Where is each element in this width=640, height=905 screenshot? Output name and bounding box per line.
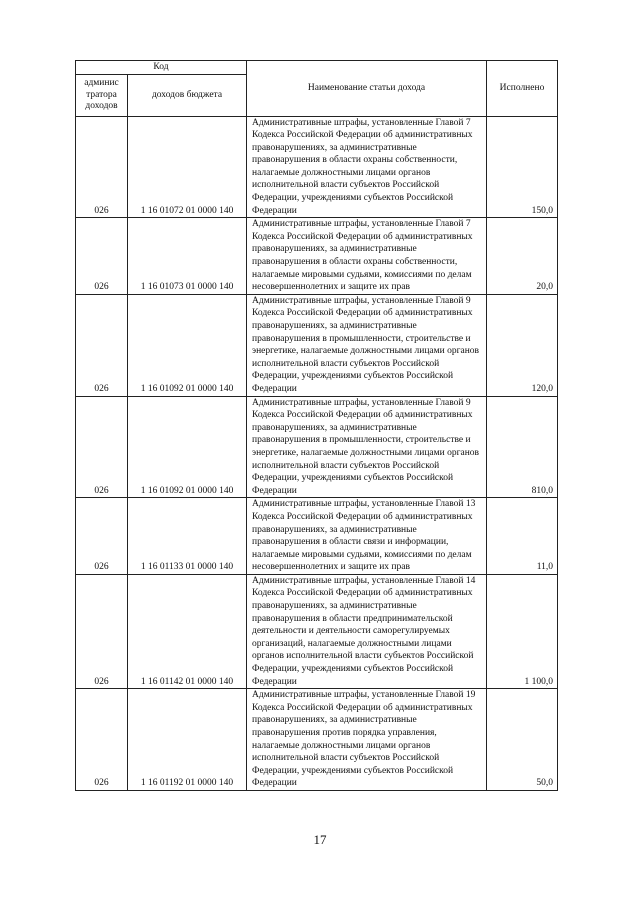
table-header [76, 61, 558, 117]
revenue-name-cell: Административные штрафы, установленные Главой 9 Кодекса Российской Федерации об административных правонарушениях, за административные правонарушения в промышленности, строительстве и энергетике, налагаемые должностными лицами органов исполнительной власти субъектов Российской Федерации, учреждениями субъектов Российской Федерации [247, 396, 487, 498]
admin-code-cell: 026 [76, 498, 128, 575]
income-code-cell: 1 16 01192 01 0000 140 [128, 689, 247, 791]
income-code-cell: 1 16 01092 01 0000 140 [128, 294, 247, 396]
code-group-header: Код [76, 61, 247, 75]
admin-column-header: админис тратора доходов [76, 75, 128, 117]
table-row [76, 689, 558, 791]
revenue-name-cell: Административные штрафы, установленные Главой 7 Кодекса Российской Федерации об административных правонарушениях, за административные правонарушения в области охраны собственности, налагаемые должностными лицами органов исполнительной власти субъектов Российской Федерации, учреждениями субъектов Российской Федерации [247, 116, 487, 218]
income-code-cell: 1 16 01133 01 0000 140 [128, 498, 247, 575]
revenue-name-cell: Административные штрафы, установленные Главой 7 Кодекса Российской Федерации об административных правонарушениях, за административные правонарушения в области охраны собственности, налагаемые мировыми судьями, комиссиями по делам несовершеннолетних и защите их прав [247, 218, 487, 295]
amount-cell: 20,0 [487, 218, 558, 295]
income-code-cell: 1 16 01092 01 0000 140 [128, 396, 247, 498]
table-row [76, 218, 558, 295]
table-body [76, 116, 558, 790]
revenue-name-cell: Административные штрафы, установленные Главой 9 Кодекса Российской Федерации об административных правонарушениях, за административные правонарушения в промышленности, строительстве и энергетике, налагаемые должностными лицами органов исполнительной власти субъектов Российской Федерации, учреждениями субъектов Российской Федерации [247, 294, 487, 396]
amount-column-header: Исполнено [487, 61, 558, 117]
admin-code-cell: 026 [76, 294, 128, 396]
page-number: 17 [313, 832, 327, 847]
admin-code-cell: 026 [76, 218, 128, 295]
amount-cell: 1 100,0 [487, 574, 558, 688]
income-code-cell: 1 16 01072 01 0000 140 [128, 116, 247, 218]
table-row [76, 116, 558, 218]
budget-revenue-table [75, 60, 558, 791]
admin-code-cell: 026 [76, 689, 128, 791]
income-code-cell: 1 16 01142 01 0000 140 [128, 574, 247, 688]
table-row [76, 396, 558, 498]
table-row [76, 574, 558, 688]
amount-cell: 120,0 [487, 294, 558, 396]
name-column-header: Наименование статьи дохода [247, 61, 487, 117]
table-row [76, 498, 558, 575]
amount-cell: 50,0 [487, 689, 558, 791]
income-column-header: доходов бюджета [128, 75, 247, 117]
income-code-cell: 1 16 01073 01 0000 140 [128, 218, 247, 295]
admin-code-cell: 026 [76, 396, 128, 498]
admin-code-cell: 026 [76, 574, 128, 688]
amount-cell: 810,0 [487, 396, 558, 498]
table-row [76, 294, 558, 396]
revenue-name-cell: Административные штрафы, установленные Главой 13 Кодекса Российской Федерации об административных правонарушениях, за административные правонарушения в области связи и информации, налагаемые мировыми судьями, комиссиями по делам несовершеннолетних и защите их прав [247, 498, 487, 575]
admin-code-cell: 026 [76, 116, 128, 218]
amount-cell: 11,0 [487, 498, 558, 575]
amount-cell: 150,0 [487, 116, 558, 218]
revenue-name-cell: Административные штрафы, установленные Главой 14 Кодекса Российской Федерации об административных правонарушениях, за административные правонарушения в области предпринимательской деятельности и деятельности саморегулируемых организаций, налагаемые должностными лицами органов исполнительной власти субъектов Российской Федерации, учреждениями субъектов Российской Федерации [247, 574, 487, 688]
revenue-name-cell: Административные штрафы, установленные Главой 19 Кодекса Российской Федерации об административных правонарушениях, за административные правонарушения против порядка управления, налагаемые должностными лицами органов исполнительной власти субъектов Российской Федерации, учреждениями субъектов Российской Федерации [247, 689, 487, 791]
